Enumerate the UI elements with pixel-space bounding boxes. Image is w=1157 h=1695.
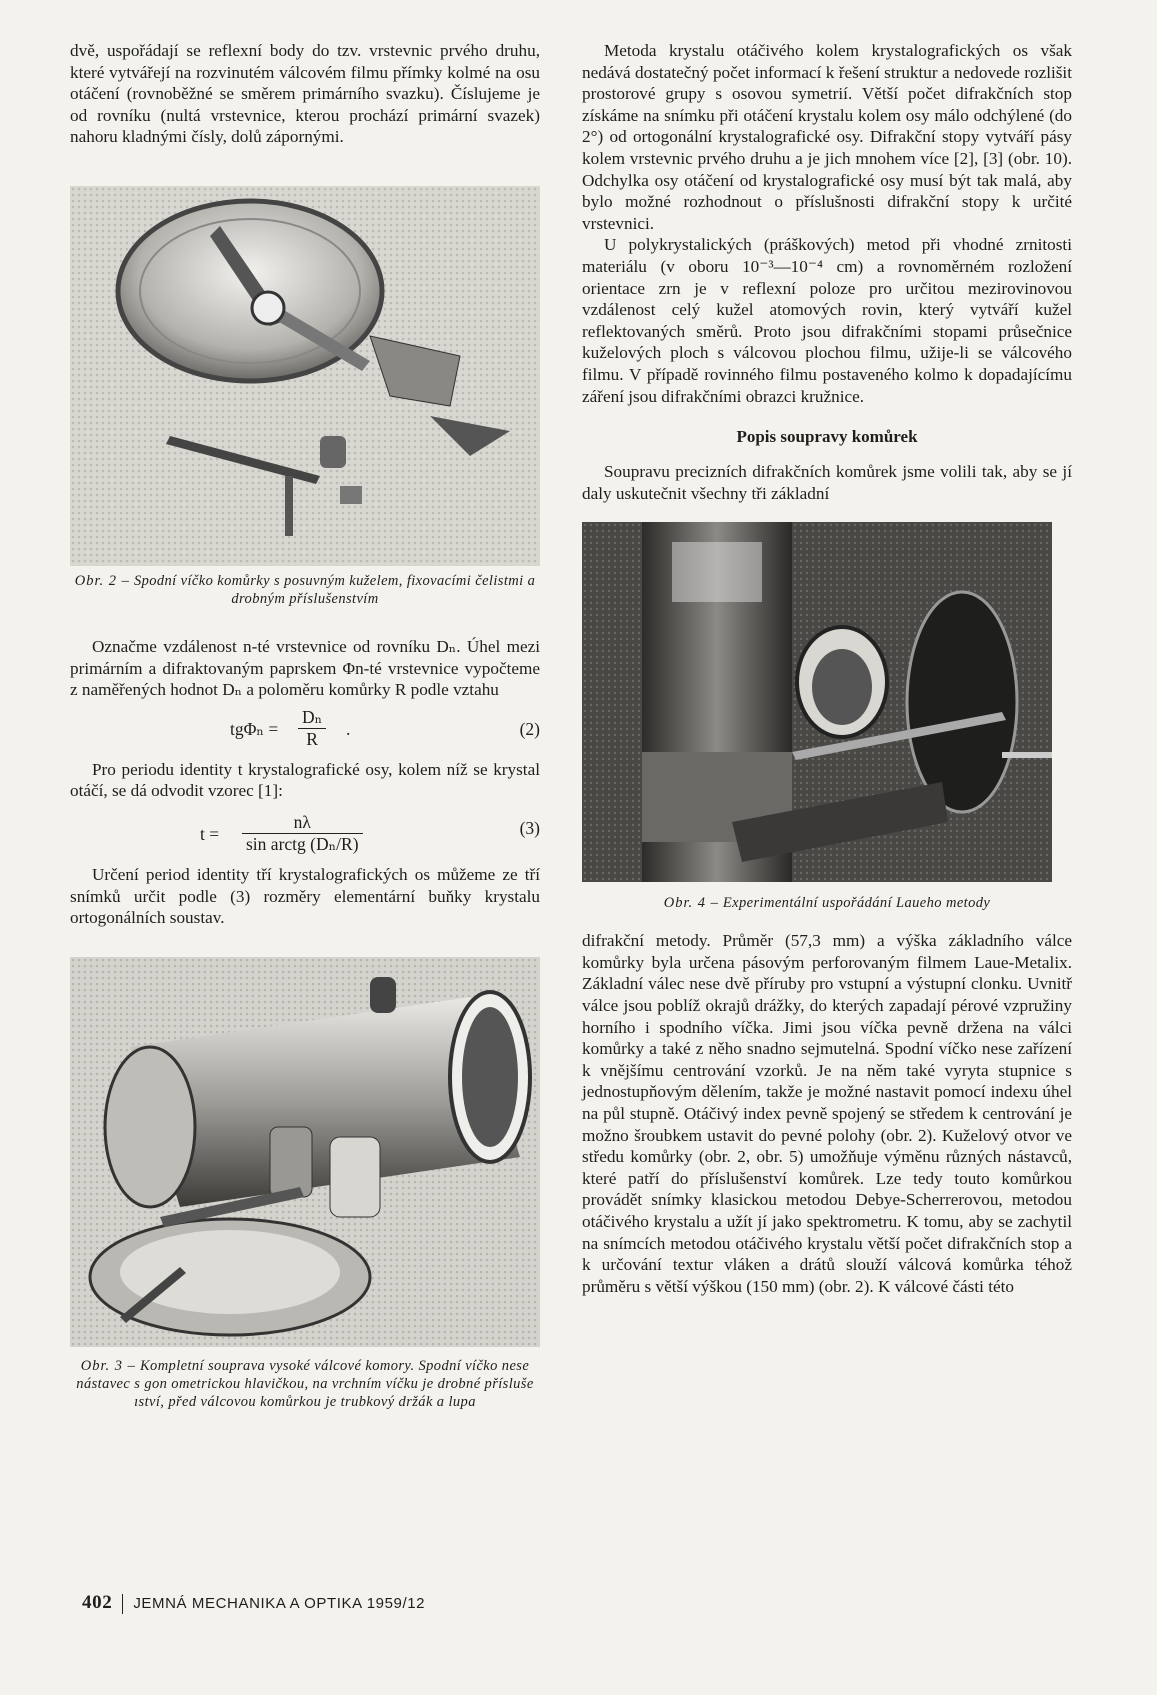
equation-3-fraction [242,812,363,855]
equation-2-number: (2) [519,718,540,739]
equation-2-lhs: tgΦₙ = [230,718,279,739]
paragraph: Soupravu precizních difrakčních komůrek jsme volili tak, aby se jí daly uskutečnit všechny tři základní [582,462,1072,503]
right-column [582,40,1072,1297]
figure-3-caption [70,1357,540,1411]
paragraph: Metoda krystalu otáčivého kolem krystalografických os však nedává dostatečný počet informací k řešení struktur a nedovede rozlišit prostorové grupy s osovou symetrií. Větší počet difrakčních stop získáme na snímku při otáčení krystalu kolem osy málo odchýlené (do 2°) od ortogonální krystalografické osy. Difrakční stopy vytváří pásy kolem vrstevnic prvého druhu a je jich mnohem více [2], [3] (obr. 10). Odchylka osy otáčení od krystalografické osy musí být tak malá, aby bylo možné rozhodnout o příslušnosti difrakční stopy k určité vrstevnici. [582,41,1072,233]
equation-3-number: (3) [519,817,540,838]
paragraph: dvě, uspořádají se reflexní body do tzv. vrstevnic prvého druhu, které vytvářejí na rozvinutém válcovém filmu přímky kolmé na osu otáčení (rovnoběžné se směrem primárního svazku). Číslujeme je od rovníku (nultá vrstevnice, kterou prochází primární svazek) nahoru kladnými čísly, dolů zápornými. [70,41,540,147]
equation-3-lhs: t = [200,823,220,844]
section-heading: Popis soupravy komůrek [736,427,918,447]
equation-3 [70,812,540,856]
left-column [70,40,540,1411]
paragraph: Označme vzdálenost n-té vrstevnice od rovníku Dₙ. Úhel mezi primárním a difraktovaným paprskem Φn-té vrstevnice vypočteme z naměřených hodnot Dₙ a poloměru komůrky R podle vztahu [70,636,540,700]
figure-3-label: Obr. 3 – [80,1357,136,1374]
page-footer [82,1592,425,1614]
equation-2-denominator: R [306,728,318,749]
figure-4-photo [582,522,1052,882]
equation-3-denominator: sin arctg (Dₙ/R) [246,833,359,854]
figure-3-caption-text: Kompletní souprava vysoké válcové komory. Spodní víčko nese nástavec s gon ometrickou hlavičkou, na vrchním víčku je drobné přísluše ıství, před válcovou komůrkou je trubkový držák a lupa [76,1357,534,1410]
equation-2-fraction [298,707,326,750]
equation-2 [70,707,540,751]
figure-2-caption-text: Spodní víčko komůrky s posuvným kuželem, fixovacími čelistmi a drobným příslušenstvím [133,572,536,607]
paragraph: difrakční metody. Průměr (57,3 mm) a výška základního válce komůrky byla určena pásovým perforovaným filmem Laue-Metalix. Základní válec nese dvě příruby pro vstupní a výstupní clonku. Uvnitř válce jsou poblíž okrajů drážky, do kterých zapadají pérové vzpružiny horního i spodního víčka. Jimi jsou víčka pevně držena na válci komůrky a také z něho snadno sejmutelná. Spodní víčko nese zařízení k vnějšímu centrování vzorků. Je na něm také vyryta stupnice s jednostupňovým dělením, takže je možné nastavit pomocí indexu úhel na půl stupně. Otáčivý index pevně spojený se středem k centrování je možno šroubkem ustavit do pevné polohy (obr. 2). Kuželový otvor ve středu komůrky (obr. 2, obr. 5) umožňuje výměnu různých nástavců, které patří do příslušenství komůrek. Lze tedy touto komůrkou provádět snímky klasickou metodou Debye-Scherrerovou, metodou otáčivého krystalu a užít jí jako spektrometru. K tomu, aby se zachytil na snímcích metodou otáčivého krystalu větší počet difrakčních stop a k určování textur vláken a drátů slouží válcová komůrka téhož průměru s větší výškou (150 mm) (obr. 2). K válcové části této [582,931,1072,1296]
figure-3-photo [70,957,540,1347]
figure-4-caption-text: Experimentální uspořádání Laueho metody [722,895,991,912]
footer-divider [122,1594,123,1614]
equation-2-numerator: Dₙ [298,707,326,729]
paragraph: U polykrystalických (práškových) metod při vhodné zrnitosti materiálu (v oboru 10⁻³—10⁻⁴ cm) a rovnoměrném rozložení orientace zrn je v reflexní poloze pro určitou mezirovinovou vzdálenost celý kužel atomových rovin, který vytváří kužel reflektovaných směrů. Proto jsou difrakčními stopami průsečnice kuželových ploch s válcovou plochou filmu, užije-li se válcového filmu. V případě rovinného filmu postaveného kolmo k dopadajícímu záření jsou difrakčními obrazci kružnice. [582,235,1072,406]
journal-name: JEMNÁ MECHANIKA A OPTIKA 1959/12 [133,1595,426,1612]
figure-2-label: Obr. 2 – [74,572,130,589]
equation-2-dot: . [346,718,351,739]
figure-2-caption [70,572,540,608]
figure-4-label: Obr. 4 – [663,895,719,912]
figure-4-caption [582,894,1072,912]
paragraph: Určení period identity tří krystalografických os můžeme ze tří snímků určit podle (3) rozměry elementární buňky krystalu ortogonálních soustav. [70,864,540,928]
page-number: 402 [82,1592,113,1613]
equation-3-numerator: nλ [242,812,363,834]
figure-2-photo [70,186,540,566]
paragraph: Pro periodu identity t krystalografické osy, kolem níž se krystal otáčí, se dá odvodit vzorec [1]: [70,759,540,801]
